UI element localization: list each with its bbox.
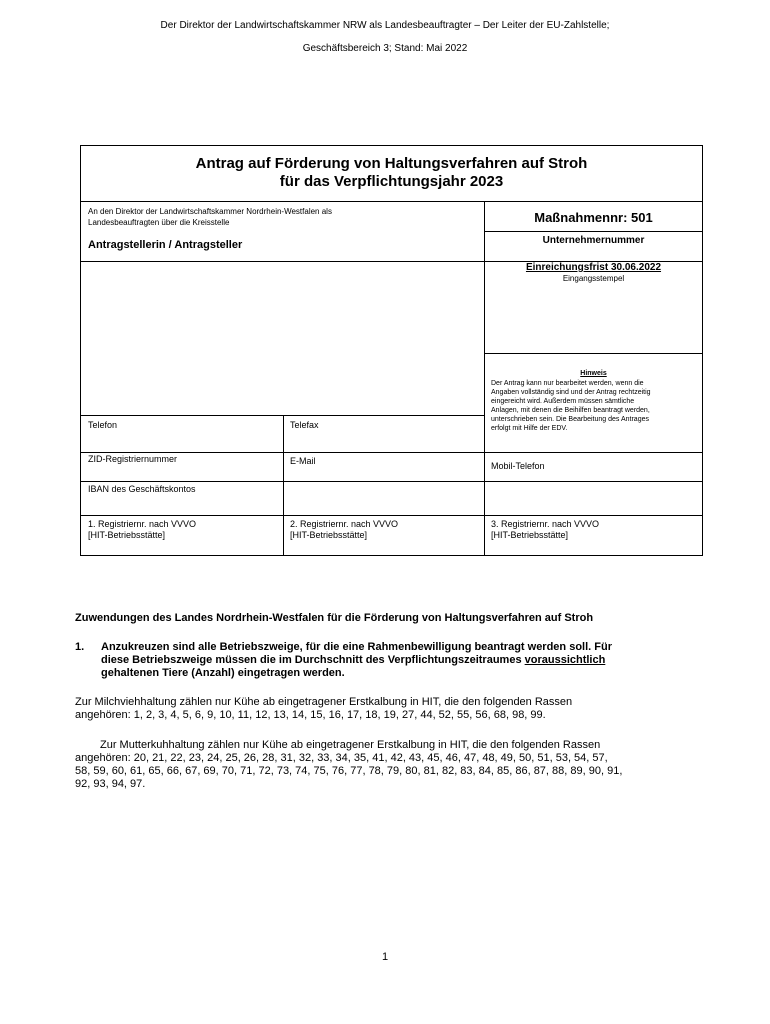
item-text-emphasis: voraussichtlich [524, 654, 606, 666]
suckler-line-1: Zur Mutterkuhhaltung zählen nur Kühe ab eingetragener Erstkalbung in HIT, die den folgenden Rassen [100, 739, 601, 751]
registration-1-line-2: [HIT-Betriebsstätte] [88, 530, 166, 540]
notice-line: Anlagen, mit denen die Beihilfen beantragt werden, [491, 407, 650, 414]
company-number-label: Unternehmernummer [542, 235, 645, 246]
registration-3 [491, 519, 599, 541]
application-form [80, 145, 703, 556]
applicant-label: Antragstellerin / Antragsteller [88, 239, 243, 251]
item-text-line-2-pre: diese Betriebszweige müssen die im Durchschnitt des Verpflichtungszeitraumes [101, 654, 525, 666]
measure-number: Maßnahmennr: 501 [534, 210, 653, 225]
registration-2-line-1: 2. Registriernr. nach VVVO [290, 519, 399, 529]
item-text [101, 641, 715, 680]
divider [484, 353, 703, 354]
email-label: E-Mail [290, 456, 316, 466]
item-text-line-3: gehaltenen Tiere (Anzahl) eingetragen werden. [101, 667, 345, 679]
phone-label: Telefon [88, 420, 118, 430]
addressee-line-2: Landesbeauftragten über die Kreisstelle [88, 218, 230, 227]
divider [81, 481, 703, 482]
divider [81, 515, 703, 516]
registration-3-line-1: 3. Registriernr. nach VVVO [491, 519, 600, 529]
dairy-line-1: Zur Milchviehhaltung zählen nur Kühe ab eingetragener Erstkalbung in HIT, die den folgenden Rassen [75, 696, 573, 708]
notice-line: erfolgt mit Hilfe der EDV. [491, 425, 568, 432]
registration-1-line-1: 1. Registriernr. nach VVVO [88, 519, 197, 529]
notice-line: eingereicht wird. Außerdem müssen sämtliche [491, 398, 635, 405]
page-number: 1 [381, 951, 389, 963]
notice-line: Angaben vollständig sind und der Antrag rechtzeitig [491, 389, 651, 396]
registration-2-line-2: [HIT-Betriebsstätte] [290, 530, 368, 540]
addressee-line-1: An den Direktor der Landwirtschaftskammer Nordrhein-Westfalen als [88, 207, 332, 216]
suckler-line-4: 92, 93, 94, 97. [75, 778, 146, 790]
mobile-label: Mobil-Telefon [491, 461, 545, 471]
divider [81, 452, 703, 453]
notice-title: Hinweis [580, 370, 607, 377]
item-text-line-1: Anzukreuzen sind alle Betriebszweige, für die eine Rahmenbewilligung beantragt werden soll. Für [101, 641, 612, 653]
suckler-paragraph [75, 739, 715, 791]
divider [81, 201, 703, 202]
registration-2 [290, 519, 398, 541]
submission-deadline: Einreichungsfrist 30.06.2022 [525, 262, 662, 273]
dairy-line-2: angehören: 1, 2, 3, 4, 5, 6, 9, 10, 11, 12, 13, 14, 15, 16, 17, 18, 19, 27, 44, 52, 55, 56, 68, 98, 99. [75, 709, 546, 721]
stamp-label: Eingangsstempel [562, 274, 625, 283]
zid-label: ZID-Registriernummer [88, 454, 178, 464]
suckler-line-2: angehören: 20, 21, 22, 23, 24, 25, 26, 28, 31, 32, 33, 34, 35, 41, 42, 43, 45, 46, 47, 48, 49, 50, 51, 53, 54, 57, [75, 752, 608, 764]
divider [484, 231, 703, 232]
divider [283, 415, 284, 556]
header-line-1: Der Direktor der Landwirtschaftskammer NRW als Landesbeauftragter – Der Leiter der EU-Zahlstelle; [160, 20, 610, 31]
form-title-line-2: für das Verpflichtungsjahr 2023 [279, 173, 504, 190]
iban-label: IBAN des Geschäftskontos [88, 484, 196, 494]
section-heading: Zuwendungen des Landes Nordrhein-Westfalen für die Förderung von Haltungsverfahren auf Stroh [75, 612, 594, 624]
registration-3-line-2: [HIT-Betriebsstätte] [491, 530, 569, 540]
fax-label: Telefax [290, 420, 319, 430]
registration-1 [88, 519, 196, 541]
notice-text [491, 379, 697, 433]
item-number: 1. [75, 641, 85, 653]
notice-line: Der Antrag kann nur bearbeitet werden, wenn die [491, 380, 644, 387]
header-line-2: Geschäftsbereich 3; Stand: Mai 2022 [302, 43, 468, 54]
suckler-line-3: 58, 59, 60, 61, 65, 66, 67, 69, 70, 71, 72, 73, 74, 75, 76, 77, 78, 79, 80, 81, 82, 83, 84, 85, 86, 87, 88, 89, 90, 91, [75, 765, 623, 777]
notice-line: unterschrieben sein. Die Bearbeitung des Antrages [491, 416, 649, 423]
item-text-line-2 [101, 654, 715, 667]
divider [484, 201, 485, 556]
form-title-line-1: Antrag auf Förderung von Haltungsverfahren auf Stroh [195, 155, 588, 172]
dairy-paragraph [75, 696, 715, 722]
